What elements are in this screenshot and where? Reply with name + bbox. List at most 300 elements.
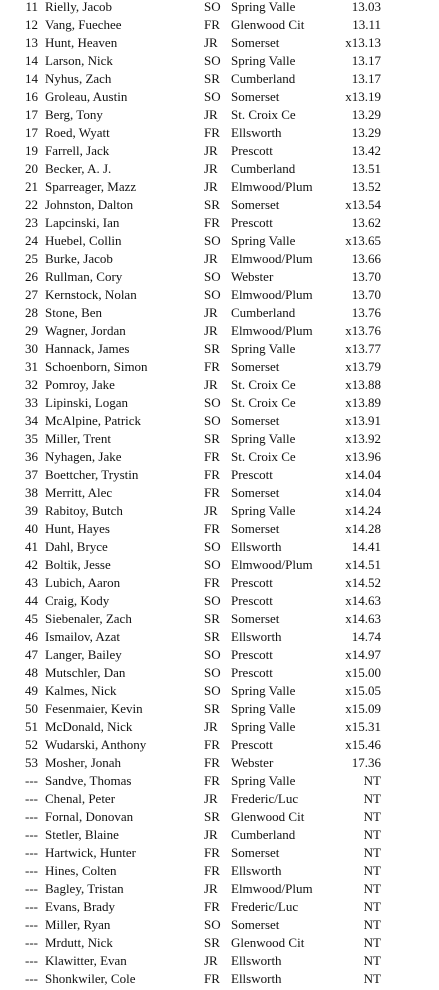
result-place: 51 — [25, 719, 38, 734]
athlete-name: Wagner, Jordan — [45, 323, 126, 338]
result-mark: x14.24 — [345, 503, 381, 518]
result-row — [0, 954, 439, 972]
athlete-year: JR — [204, 143, 218, 158]
school-name: Somerset — [231, 485, 280, 500]
result-mark: NT — [363, 845, 381, 860]
result-place: 47 — [25, 647, 38, 662]
result-place: --- — [25, 953, 38, 968]
result-place: --- — [25, 809, 38, 824]
result-mark: NT — [363, 899, 381, 914]
result-place: 48 — [25, 665, 38, 680]
result-place: 35 — [25, 431, 38, 446]
athlete-year: FR — [204, 449, 220, 464]
school-name: Frederic/Luc — [231, 899, 299, 914]
athlete-name: Groleau, Austin — [45, 89, 128, 104]
athlete-year: SO — [204, 287, 221, 302]
result-mark: x15.46 — [345, 737, 381, 752]
athlete-year: JR — [204, 161, 218, 176]
athlete-name: Mrdutt, Nick — [45, 935, 113, 950]
result-place: 25 — [25, 251, 38, 266]
result-row — [0, 612, 439, 630]
result-mark: x14.52 — [345, 575, 381, 590]
result-mark: 13.42 — [351, 143, 381, 158]
athlete-name: Lubich, Aaron — [45, 575, 121, 590]
athlete-name: Kernstock, Nolan — [45, 287, 137, 302]
result-place: 42 — [25, 557, 38, 572]
athlete-year: SR — [204, 701, 220, 716]
school-name: Cumberland — [231, 71, 296, 86]
result-mark: x14.51 — [345, 557, 381, 572]
result-mark: NT — [363, 827, 381, 842]
school-name: St. Croix Ce — [231, 449, 296, 464]
athlete-name: Hines, Colten — [45, 863, 117, 878]
result-row — [0, 648, 439, 666]
athlete-year: JR — [204, 719, 218, 734]
result-place: 46 — [25, 629, 38, 644]
result-mark: 13.03 — [351, 0, 381, 14]
school-name: Elmwood/Plum — [231, 179, 313, 194]
result-mark: x15.05 — [345, 683, 381, 698]
result-place: 24 — [25, 233, 38, 248]
result-mark: x13.65 — [345, 233, 381, 248]
athlete-name: Mosher, Jonah — [45, 755, 122, 770]
school-name: Prescott — [231, 737, 273, 752]
result-place: --- — [25, 899, 38, 914]
athlete-name: Becker, A. J. — [45, 161, 112, 176]
athlete-year: JR — [204, 305, 218, 320]
athlete-name: McDonald, Nick — [45, 719, 133, 734]
result-place: 32 — [25, 377, 38, 392]
school-name: Somerset — [231, 845, 280, 860]
school-name: Spring Valle — [231, 341, 296, 356]
result-mark: NT — [363, 881, 381, 896]
result-row — [0, 324, 439, 342]
result-place: 53 — [25, 755, 38, 770]
result-place: 43 — [25, 575, 38, 590]
athlete-year: SR — [204, 809, 220, 824]
result-row — [0, 36, 439, 54]
athlete-name: Huebel, Collin — [45, 233, 122, 248]
result-mark: x13.89 — [345, 395, 381, 410]
athlete-year: JR — [204, 107, 218, 122]
athlete-year: FR — [204, 737, 220, 752]
result-row — [0, 486, 439, 504]
athlete-name: Craig, Kody — [45, 593, 110, 608]
result-mark: x13.91 — [345, 413, 381, 428]
athlete-year: JR — [204, 251, 218, 266]
result-row — [0, 702, 439, 720]
result-row — [0, 414, 439, 432]
athlete-name: Bagley, Tristan — [45, 881, 124, 896]
school-name: Cumberland — [231, 827, 296, 842]
result-place: 28 — [25, 305, 38, 320]
athlete-year: SO — [204, 557, 221, 572]
school-name: Prescott — [231, 215, 273, 230]
school-name: Somerset — [231, 35, 280, 50]
athlete-name: Hunt, Hayes — [45, 521, 110, 536]
school-name: Webster — [231, 269, 274, 284]
school-name: Spring Valle — [231, 773, 296, 788]
result-row — [0, 396, 439, 414]
result-row — [0, 792, 439, 810]
result-mark: 13.70 — [351, 269, 381, 284]
school-name: Cumberland — [231, 305, 296, 320]
athlete-year: JR — [204, 827, 218, 842]
result-row — [0, 468, 439, 486]
athlete-year: FR — [204, 125, 220, 140]
athlete-name: Hunt, Heaven — [45, 35, 118, 50]
school-name: Prescott — [231, 575, 273, 590]
school-name: Elmwood/Plum — [231, 881, 313, 896]
school-name: Ellsworth — [231, 953, 282, 968]
result-row — [0, 18, 439, 36]
result-place: 34 — [25, 413, 38, 428]
result-place: 19 — [25, 143, 38, 158]
school-name: Frederic/Luc — [231, 791, 299, 806]
result-row — [0, 198, 439, 216]
result-place: 14 — [25, 53, 38, 68]
athlete-year: FR — [204, 521, 220, 536]
athlete-name: Ismailov, Azat — [45, 629, 120, 644]
athlete-year: SO — [204, 233, 221, 248]
athlete-name: Wudarski, Anthony — [45, 737, 147, 752]
result-place: 14 — [25, 71, 38, 86]
athlete-year: FR — [204, 215, 220, 230]
result-row — [0, 378, 439, 396]
result-mark: x13.76 — [345, 323, 381, 338]
athlete-year: JR — [204, 791, 218, 806]
result-row — [0, 594, 439, 612]
result-place: --- — [25, 917, 38, 932]
athlete-year: JR — [204, 323, 218, 338]
result-place: --- — [25, 773, 38, 788]
result-place: 37 — [25, 467, 38, 482]
athlete-name: Miller, Ryan — [45, 917, 111, 932]
school-name: Spring Valle — [231, 233, 296, 248]
athlete-year: FR — [204, 845, 220, 860]
athlete-name: Larson, Nick — [45, 53, 113, 68]
result-place: 20 — [25, 161, 38, 176]
result-mark: x15.09 — [345, 701, 381, 716]
athlete-year: FR — [204, 467, 220, 482]
result-row — [0, 342, 439, 360]
result-mark: NT — [363, 971, 381, 986]
school-name: Webster — [231, 755, 274, 770]
result-place: --- — [25, 935, 38, 950]
athlete-name: Langer, Bailey — [45, 647, 122, 662]
result-row — [0, 432, 439, 450]
result-mark: x15.31 — [345, 719, 381, 734]
athlete-name: Rabitoy, Butch — [45, 503, 123, 518]
result-place: 31 — [25, 359, 38, 374]
school-name: Glenwood Cit — [231, 935, 305, 950]
athlete-year: JR — [204, 377, 218, 392]
athlete-name: Fesenmaier, Kevin — [45, 701, 143, 716]
athlete-year: SO — [204, 395, 221, 410]
result-mark: NT — [363, 863, 381, 878]
athlete-name: Stetler, Blaine — [45, 827, 119, 842]
athlete-year: SO — [204, 593, 221, 608]
result-place: 17 — [25, 125, 38, 140]
result-row — [0, 684, 439, 702]
athlete-year: SO — [204, 53, 221, 68]
result-mark: NT — [363, 935, 381, 950]
athlete-name: Vang, Fuechee — [45, 17, 122, 32]
result-place: 27 — [25, 287, 38, 302]
result-mark: 13.51 — [351, 161, 381, 176]
school-name: Elmwood/Plum — [231, 557, 313, 572]
result-place: 29 — [25, 323, 38, 338]
result-row — [0, 504, 439, 522]
athlete-name: Dahl, Bryce — [45, 539, 108, 554]
result-row — [0, 900, 439, 918]
athlete-name: Stone, Ben — [45, 305, 103, 320]
result-mark: x14.97 — [345, 647, 381, 662]
school-name: Spring Valle — [231, 0, 296, 14]
athlete-name: Nyhus, Zach — [45, 71, 112, 86]
result-row — [0, 450, 439, 468]
athlete-name: Nyhagen, Jake — [45, 449, 122, 464]
result-mark: x14.04 — [345, 485, 381, 500]
athlete-name: Evans, Brady — [45, 899, 116, 914]
result-row — [0, 738, 439, 756]
athlete-name: Boltik, Jesse — [45, 557, 111, 572]
result-row — [0, 540, 439, 558]
school-name: Somerset — [231, 917, 280, 932]
result-place: 17 — [25, 107, 38, 122]
result-place: 12 — [25, 17, 38, 32]
result-row — [0, 774, 439, 792]
school-name: Ellsworth — [231, 863, 282, 878]
school-name: St. Croix Ce — [231, 107, 296, 122]
result-row — [0, 180, 439, 198]
school-name: Prescott — [231, 647, 273, 662]
result-mark: NT — [363, 917, 381, 932]
athlete-name: Burke, Jacob — [45, 251, 113, 266]
result-mark: x13.13 — [345, 35, 381, 50]
result-mark: 13.52 — [351, 179, 381, 194]
athlete-year: SR — [204, 197, 220, 212]
result-mark: 13.66 — [351, 251, 381, 266]
result-row — [0, 576, 439, 594]
athlete-name: Boettcher, Trystin — [45, 467, 139, 482]
result-mark: 17.36 — [351, 755, 381, 770]
school-name: Elmwood/Plum — [231, 287, 313, 302]
school-name: Somerset — [231, 521, 280, 536]
result-row — [0, 720, 439, 738]
result-place: 52 — [25, 737, 38, 752]
result-place: --- — [25, 863, 38, 878]
athlete-name: Mutschler, Dan — [45, 665, 126, 680]
athlete-name: Roed, Wyatt — [45, 125, 110, 140]
school-name: Spring Valle — [231, 431, 296, 446]
result-row — [0, 360, 439, 378]
result-row — [0, 54, 439, 72]
athlete-name: Shonkwiler, Cole — [45, 971, 136, 986]
result-row — [0, 306, 439, 324]
result-row — [0, 972, 439, 990]
result-row — [0, 918, 439, 936]
athlete-year: JR — [204, 953, 218, 968]
result-mark: 14.74 — [351, 629, 381, 644]
athlete-year: SO — [204, 683, 221, 698]
athlete-year: SO — [204, 89, 221, 104]
athlete-name: Hartwick, Hunter — [45, 845, 136, 860]
result-row — [0, 270, 439, 288]
school-name: Prescott — [231, 467, 273, 482]
athlete-year: JR — [204, 35, 218, 50]
school-name: Somerset — [231, 413, 280, 428]
school-name: Spring Valle — [231, 719, 296, 734]
result-place: --- — [25, 845, 38, 860]
result-mark: NT — [363, 953, 381, 968]
athlete-name: Siebenaler, Zach — [45, 611, 132, 626]
result-row — [0, 810, 439, 828]
result-mark: x13.19 — [345, 89, 381, 104]
result-mark: 13.29 — [351, 107, 381, 122]
athlete-name: Pomroy, Jake — [45, 377, 115, 392]
result-place: --- — [25, 881, 38, 896]
athlete-year: FR — [204, 773, 220, 788]
athlete-year: FR — [204, 17, 220, 32]
result-place: 13 — [25, 35, 38, 50]
result-place: --- — [25, 971, 38, 986]
athlete-year: SR — [204, 71, 220, 86]
result-place: 50 — [25, 701, 38, 716]
result-row — [0, 864, 439, 882]
result-mark: x15.00 — [345, 665, 381, 680]
result-mark: x14.63 — [345, 611, 381, 626]
result-mark: 13.11 — [352, 17, 381, 32]
athlete-year: SO — [204, 0, 221, 14]
athlete-year: FR — [204, 863, 220, 878]
athlete-name: Chenal, Peter — [45, 791, 116, 806]
result-place: 45 — [25, 611, 38, 626]
result-mark: NT — [363, 809, 381, 824]
athlete-name: Rielly, Jacob — [45, 0, 113, 14]
result-row — [0, 522, 439, 540]
result-mark: x13.96 — [345, 449, 381, 464]
result-place: 23 — [25, 215, 38, 230]
athlete-name: Lipinski, Logan — [45, 395, 129, 410]
result-row — [0, 288, 439, 306]
school-name: Prescott — [231, 593, 273, 608]
result-row — [0, 0, 439, 18]
result-row — [0, 162, 439, 180]
result-row — [0, 756, 439, 774]
result-mark: 13.17 — [351, 71, 381, 86]
athlete-year: SR — [204, 629, 220, 644]
athlete-year: SR — [204, 935, 220, 950]
result-row — [0, 90, 439, 108]
athlete-name: Schoenborn, Simon — [45, 359, 148, 374]
result-mark: x14.63 — [345, 593, 381, 608]
athlete-year: JR — [204, 881, 218, 896]
result-row — [0, 108, 439, 126]
athlete-name: Lapcinski, Ian — [45, 215, 120, 230]
result-mark: 13.76 — [351, 305, 381, 320]
result-mark: x13.79 — [345, 359, 381, 374]
athlete-name: Merritt, Alec — [45, 485, 113, 500]
school-name: Somerset — [231, 359, 280, 374]
athlete-name: Rullman, Cory — [45, 269, 123, 284]
athlete-name: Johnston, Dalton — [45, 197, 134, 212]
athlete-year: FR — [204, 485, 220, 500]
athlete-year: SO — [204, 269, 221, 284]
athlete-name: Fornal, Donovan — [45, 809, 134, 824]
result-row — [0, 72, 439, 90]
athlete-name: Kalmes, Nick — [45, 683, 117, 698]
result-row — [0, 558, 439, 576]
result-place: --- — [25, 827, 38, 842]
result-row — [0, 936, 439, 954]
athlete-year: JR — [204, 503, 218, 518]
athlete-year: FR — [204, 899, 220, 914]
result-mark: x14.04 — [345, 467, 381, 482]
result-mark: x13.92 — [345, 431, 381, 446]
result-row — [0, 666, 439, 684]
result-row — [0, 144, 439, 162]
school-name: Glenwood Cit — [231, 809, 305, 824]
athlete-year: SR — [204, 431, 220, 446]
school-name: Elmwood/Plum — [231, 251, 313, 266]
result-mark: 13.29 — [351, 125, 381, 140]
athlete-year: SR — [204, 341, 220, 356]
athlete-name: Miller, Trent — [45, 431, 111, 446]
result-place: 44 — [25, 593, 38, 608]
result-row — [0, 234, 439, 252]
result-place: 41 — [25, 539, 38, 554]
athlete-year: SO — [204, 917, 221, 932]
result-place: 16 — [25, 89, 38, 104]
school-name: Spring Valle — [231, 683, 296, 698]
athlete-year: JR — [204, 179, 218, 194]
athlete-year: SR — [204, 611, 220, 626]
result-row — [0, 252, 439, 270]
school-name: Cumberland — [231, 161, 296, 176]
school-name: Somerset — [231, 89, 280, 104]
school-name: Somerset — [231, 197, 280, 212]
athlete-year: FR — [204, 359, 220, 374]
school-name: Prescott — [231, 143, 273, 158]
school-name: St. Croix Ce — [231, 377, 296, 392]
school-name: Spring Valle — [231, 503, 296, 518]
school-name: Ellsworth — [231, 971, 282, 986]
school-name: Spring Valle — [231, 53, 296, 68]
athlete-year: FR — [204, 971, 220, 986]
athlete-year: FR — [204, 575, 220, 590]
result-place: 11 — [25, 0, 38, 14]
result-mark: 13.17 — [351, 53, 381, 68]
athlete-name: Berg, Tony — [45, 107, 103, 122]
result-place: 36 — [25, 449, 38, 464]
school-name: Prescott — [231, 665, 273, 680]
school-name: Elmwood/Plum — [231, 323, 313, 338]
result-mark: x13.77 — [345, 341, 381, 356]
school-name: Glenwood Cit — [231, 17, 305, 32]
athlete-name: Sandve, Thomas — [45, 773, 132, 788]
result-mark: NT — [363, 791, 381, 806]
school-name: Somerset — [231, 611, 280, 626]
athlete-name: Sparreager, Mazz — [45, 179, 137, 194]
school-name: Ellsworth — [231, 125, 282, 140]
result-mark: 14.41 — [351, 539, 381, 554]
result-place: 38 — [25, 485, 38, 500]
result-place: --- — [25, 791, 38, 806]
result-place: 30 — [25, 341, 38, 356]
result-mark: x13.88 — [345, 377, 381, 392]
athlete-name: Hannack, James — [45, 341, 130, 356]
